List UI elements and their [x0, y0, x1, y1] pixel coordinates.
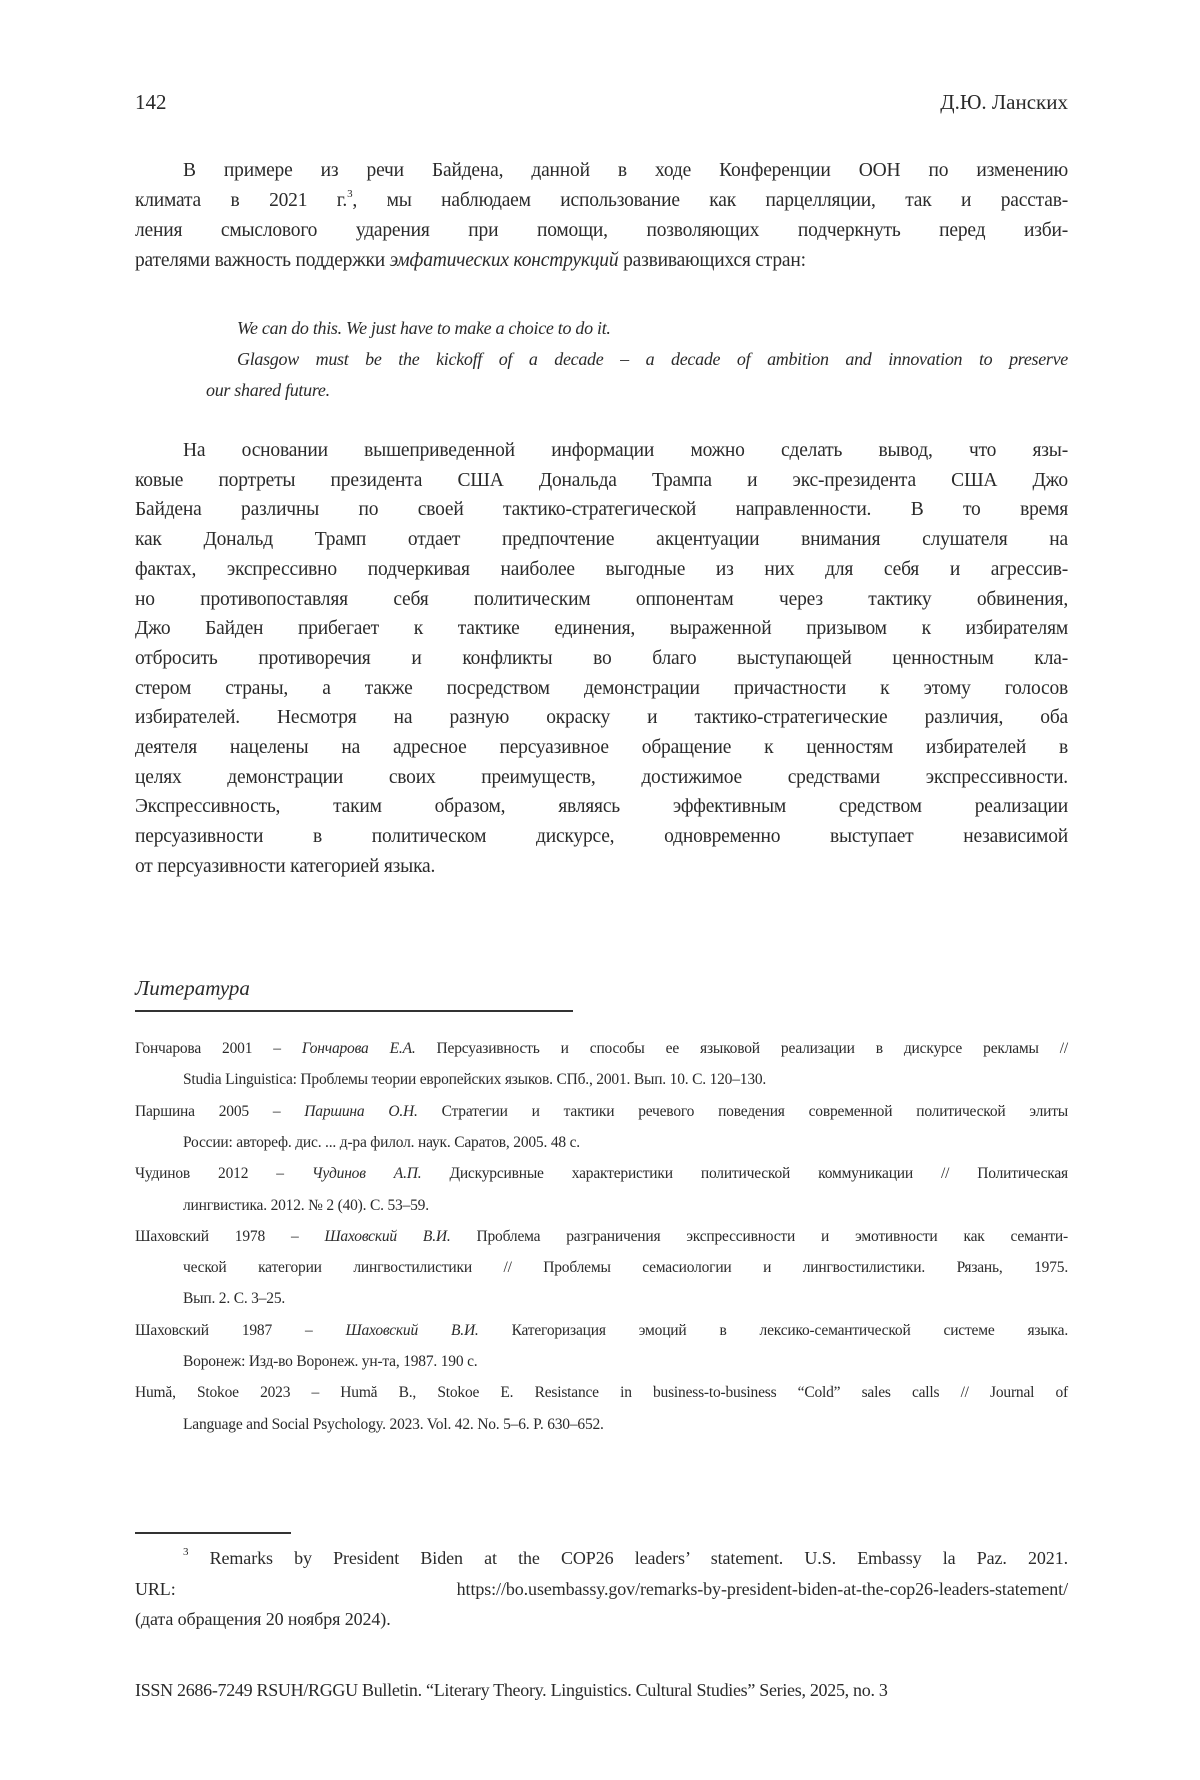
text-line: отбросить противоречия и конфликты во благо выступающей ценностным кла-	[135, 648, 1068, 670]
text-run: Remarks by President Biden at the COP26 leaders’ statement. U.S. Embassy la Paz. 2021.	[188, 1548, 1068, 1568]
reference-line	[183, 1259, 1068, 1277]
text-line: от персуазивности категорией языка.	[135, 856, 1068, 878]
text-run: (дата обращения 20 ноября 2024).	[135, 1609, 391, 1629]
text-run: лингвистика. 2012. № 2 (40). С. 53–59.	[183, 1197, 429, 1214]
text-line	[183, 160, 1068, 182]
reference-line	[135, 1103, 1068, 1121]
heading-rule	[135, 1010, 573, 1012]
italic-text: Гончарова Е.А.	[302, 1040, 416, 1057]
text-run: рателями важность поддержки	[135, 250, 390, 271]
running-head-author: Д.Ю. Ланских	[940, 90, 1068, 115]
text-run: Шаховский 1987 –	[135, 1322, 346, 1339]
text-run: Вып. 2. С. 3–25.	[183, 1290, 285, 1307]
reference-line	[135, 1322, 1068, 1340]
text-line	[135, 220, 1068, 242]
text-line: ковые портреты президента США Дональда Трампа и экс-президента США Джо	[135, 470, 1068, 492]
text-run: России: автореф. дис. ... д-ра филол. наук. Саратов, 2005. 48 с.	[183, 1134, 580, 1151]
text-run: Стратегии и тактики речевого поведения современной политической элиты	[418, 1103, 1068, 1120]
text-line: целях демонстрации своих преимуществ, достижимое средствами экспрессивности.	[135, 767, 1068, 789]
text-line: Экспрессивность, таким образом, являясь эффективным средством реализации	[135, 796, 1068, 818]
text-run: URL: https://bo.usembassy.gov/remarks-by-president-biden-at-the-cop26-leaders-statement/	[135, 1579, 1068, 1599]
reference-line	[183, 1353, 1068, 1371]
text-run: Дискурсивные характеристики политической коммуникации // Политическая	[421, 1165, 1068, 1182]
footnote-line	[135, 1579, 1068, 1600]
text-run: , мы наблюдаем использование как парцелляции, так и расстав-	[352, 190, 1068, 211]
text-run: Персуазивность и способы ее языковой реализации в дискурсе рекламы //	[416, 1040, 1068, 1057]
text-run: В примере из речи Байдена, данной в ходе Конференции ООН по изменению	[183, 160, 1068, 181]
text-run: ческой категории лингвостилистики // Проблемы семасиологии и лингвостилистики. Рязань, 1975.	[183, 1259, 1068, 1276]
reference-line	[183, 1197, 1068, 1215]
text-line: но противопоставляя себя политическим оппонентам через тактику обвинения,	[135, 589, 1068, 611]
reference-line	[135, 1228, 1068, 1246]
text-line	[135, 250, 1068, 272]
references-heading: Литература	[135, 976, 250, 1001]
text-line: Джо Байден прибегает к тактике единения, выраженной призывом к избирателям	[135, 618, 1068, 640]
text-run: климата в 2021 г.	[135, 190, 347, 211]
italic-text: эмфатических конструкций	[390, 250, 619, 271]
quote-line: our shared future.	[206, 380, 1139, 401]
text-run: Паршина 2005 –	[135, 1103, 304, 1120]
text-run: Воронеж: Изд-во Воронеж. ун-та, 1987. 190 с.	[183, 1353, 477, 1370]
text-run: Гончарова 2001 –	[135, 1040, 302, 1057]
reference-line	[183, 1416, 1068, 1434]
footnote-line	[135, 1609, 1068, 1630]
footnote-line	[183, 1548, 1068, 1569]
footnote-marker: 3	[347, 188, 352, 200]
reference-line	[183, 1134, 1068, 1152]
italic-text: Чудинов А.П.	[312, 1165, 422, 1182]
text-run: Категоризация эмоций в лексико-семантической системе языка.	[479, 1322, 1068, 1339]
journal-footer: ISSN 2686-7249 RSUH/RGGU Bulletin. “Literary Theory. Linguistics. Cultural Studies” Series, 2025, no. 3	[135, 1680, 1068, 1701]
italic-text: Шаховский В.И.	[346, 1322, 479, 1339]
reference-line	[135, 1165, 1068, 1183]
page-number: 142	[135, 90, 167, 115]
reference-line	[135, 1384, 1068, 1402]
italic-text: Паршина О.Н.	[304, 1103, 417, 1120]
text-line: персуазивности в политическом дискурсе, одновременно выступает независимой	[135, 826, 1068, 848]
quote-line: Glasgow must be the kickoff of a decade – a decade of ambition and innovation to preserve	[237, 349, 1068, 370]
text-run: Humă, Stokoe 2023 – Humă B., Stokoe E. Resistance in business-to-business “Cold” sales calls // Journal of	[135, 1384, 1068, 1401]
text-run: Шаховский 1978 –	[135, 1228, 324, 1245]
text-line: На основании вышеприведенной информации можно сделать вывод, что язы-	[183, 440, 1068, 462]
italic-text: Шаховский В.И.	[324, 1228, 450, 1245]
text-run: Чудинов 2012 –	[135, 1165, 312, 1182]
quote-line: We can do this. We just have to make a choice to do it.	[237, 318, 1068, 339]
text-run: Проблема разграничения экспрессивности и эмотивности как семанти-	[451, 1228, 1068, 1245]
text-line: фактах, экспрессивно подчеркивая наиболее выгодные из них для себя и агрессив-	[135, 559, 1068, 581]
reference-line	[183, 1071, 1068, 1089]
text-line: Байдена различны по своей тактико-стратегической направленности. В то время	[135, 499, 1068, 521]
text-line: избирателей. Несмотря на разную окраску и тактико-стратегические различия, оба	[135, 707, 1068, 729]
text-line	[135, 190, 1068, 212]
reference-line	[183, 1290, 1068, 1308]
text-line: деятеля нацелены на адресное персуазивное обращение к ценностям избирателей в	[135, 737, 1068, 759]
footnote-marker: 3	[183, 1546, 188, 1558]
text-run: Language and Social Psychology. 2023. Vol. 42. No. 5–6. P. 630–652.	[183, 1416, 604, 1433]
text-run: развивающихся стран:	[618, 250, 805, 271]
footnote-rule	[135, 1532, 291, 1534]
reference-line	[135, 1040, 1068, 1058]
text-line: как Дональд Трамп отдает предпочтение акцентуации внимания слушателя на	[135, 529, 1068, 551]
text-line: стером страны, а также посредством демонстрации причастности к этому голосов	[135, 678, 1068, 700]
text-run: Studia Linguistica: Проблемы теории европейских языков. СПб., 2001. Вып. 10. С. 120–130.	[183, 1071, 766, 1088]
text-run: ления смыслового ударения при помощи, позволяющих подчеркнуть перед изби-	[135, 220, 1068, 241]
